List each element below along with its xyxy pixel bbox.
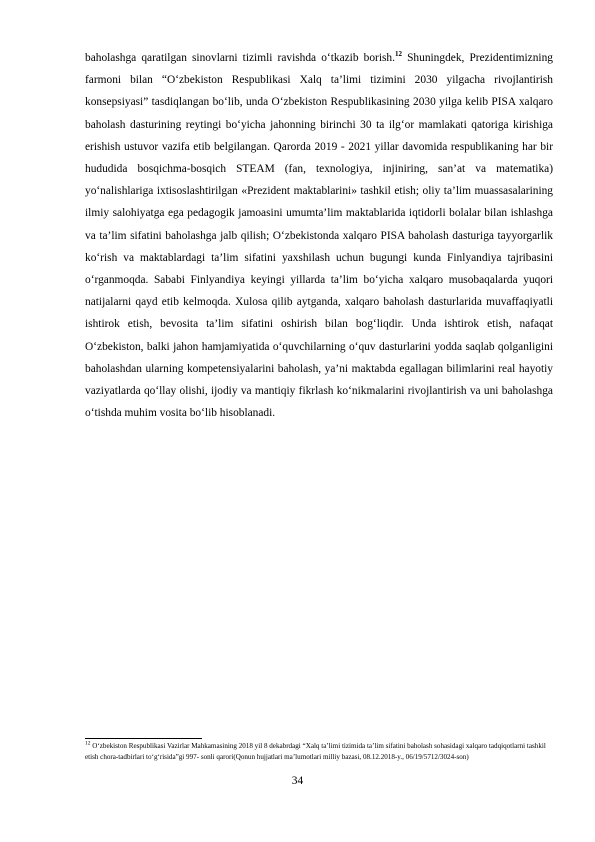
page-number: 34 — [291, 775, 304, 787]
footnote-number: 12 — [85, 740, 91, 747]
main-paragraph — [85, 47, 553, 424]
body-text — [85, 47, 553, 424]
footnote-reference[interactable]: 12 — [394, 50, 402, 59]
paragraph-part1: baholashga qaratilgan sinovlarni tizimli ravishda o‘tkazib borish. — [85, 52, 395, 64]
footnote — [85, 741, 553, 763]
footnote-separator — [85, 738, 202, 739]
paragraph-part2: Shuningdek, Prezidentimizning farmoni bilan “O‘zbekiston Respublikasi Xalq ta’limi tizimini 2030 yilgacha rivojlantirish konsepsiyasi” tasdiqlangan bo‘lib, unda O‘zbekiston Respublikasining 2030 yilga kelib PISA xalqaro baholash dasturining reytingi bo‘yicha jahonning birinchi 30 ta ilg‘or mamlakati qatoriga kirishiga erishish ustuvor vazifa etib belgilangan. Qarorda 2019 - 2021 yillar davomida respublikaning har bir hududida bosqichma-bosqich STEAM (fan, texnologiya, injiniring, san’at va matematika) yo‘nalishlariga ixtisoslashtirilgan «Prezident maktablarini» tashkil etish; oliy ta’lim muassasalarining ilmiy salohiyatga ega pedagogik jamoasini umumta’lim maktablarida iqtidorli bolalar bilan ishlashga va ta’lim sifatini baholashga jalb qilish; O‘zbekistonda xalqaro PISA baholash dasturiga tayyorgarlik ko‘rish va maktablardagi ta’lim sifatini yaxshilash uchun bugungi kunda Finlyandiya tajribasini o‘rganmoqda. Sababi Finlyandiya keyingi yillarda ta’lim bo‘yicha xalqaro musobaqalarda yuqori natijalarni qayd etib kelmoqda. Xulosa qilib aytganda, xalqaro baholash dasturlarida muvaffaqiyatli ishtirok etish, bevosita ta’lim sifatini oshirish bilan bog‘liqdir. Unda ishtirok etish, nafaqat O‘zbekiston, balki jahon hamjamiyatida o‘quvchilarning o‘quv dasturlarini yodda saqlab qolganligini baholashdan ularning kompetensiyalarini baholash, ya’ni maktabda egallagan bilimlarini real hayotiy vaziyatlarda qo‘llay olishi, ijodiy va mantiqiy fikrlash ko‘nikmalarini rivojlantirish va uni baholashga o‘tishda muhim vosita bo‘lib hisoblanadi. — [85, 52, 553, 420]
footnote-text: O‘zbekiston Respublikasi Vazirlar Mahkamasining 2018 yil 8 dekabrdagi “Xalq ta’limi tizimida ta’lim sifatini baholash sohasidagi xalqaro tadqiqotlarni tashkil etish chora-tadbirlari to‘g‘risida”gi 997- sonli qarori(Qonun hujjatlari ma’lumotlari milliy bazasi, 08.12.2018-y., 06/19/5712/3024-son) — [85, 742, 546, 761]
